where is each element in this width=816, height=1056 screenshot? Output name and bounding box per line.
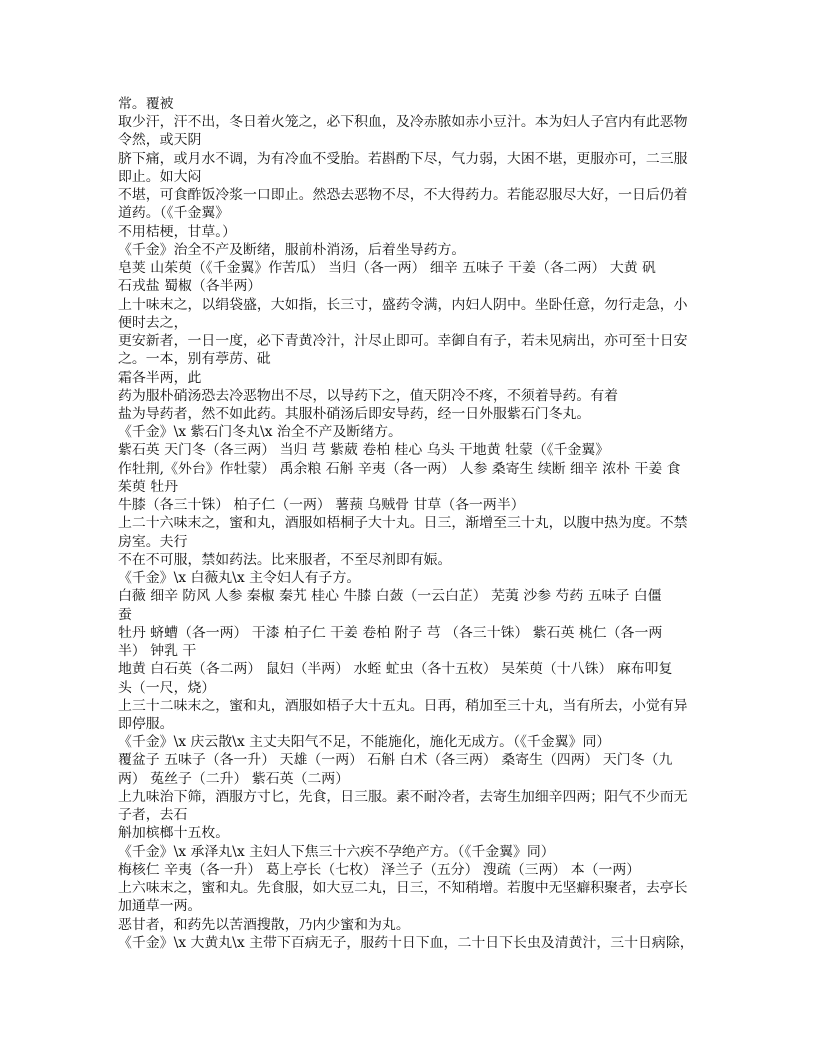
text-line: 取少汗，汗不出，冬日着火笼之，必下积血，及冷赤脓如赤小豆汁。本为妇人子宫内有此恶物 <box>118 114 688 131</box>
text-line: 不在不可服，禁如药法。比来服者，不至尽剂即有娠。 <box>118 551 452 568</box>
ingredient-line: 两） 菟丝子（二升） 紫石英（二两） <box>118 770 350 787</box>
section-heading: 《千金》\x 大黄丸\x 主带下百病无子，服药十日下血，二十日下长虫及清黄汁，三十日病除， <box>118 934 694 951</box>
ingredient-line: 皂荚 山茱萸（《千金翼》作苦瓜） 当归（各一两） 细辛 五味子 干姜（各二两） 大黄 矾 <box>118 260 656 277</box>
text-line: 上二十六味末之，蜜和丸，酒服如梧桐子大十丸。日三，渐增至三十丸，以腹中热为度。不禁 <box>118 515 688 532</box>
text-line: 斛加槟榔十五枚。 <box>118 825 230 842</box>
text-line: 霜各半两，此 <box>118 369 202 386</box>
section-heading: 《千金》\x 承泽丸\x 主妇人下焦三十六疾不孕绝产方。（《千金翼》同） <box>118 843 555 860</box>
ingredient-line: 地黄 白石英（各二两） 鼠妇（半两） 水蛭 虻虫（各十五枚） 吴茱萸（十八铢） 麻布叩复 <box>118 661 673 678</box>
text-line: 即停服。 <box>118 715 174 732</box>
text-line: 不用桔梗，甘草。） <box>118 223 237 240</box>
ingredient-line: 牛膝（各三十铢） 柏子仁（一两） 薯蓣 乌贼骨 甘草（各一两半） <box>118 497 525 514</box>
text-line: 盐为导药者，然不如此药。其服朴硝汤后即安导药，经一日外服紫石门冬丸。 <box>118 405 591 422</box>
ingredient-line: 紫石英 天门冬（各三两） 当归 芎 紫葳 卷柏 桂心 乌头 干地黄 牡蒙（《千金翼》 <box>118 442 610 459</box>
text-line: 房室。夫行 <box>118 533 188 550</box>
section-heading: 《千金》\x 庆云散\x 主丈夫阳气不足，不能施化，施化无成方。（《千金翼》同） <box>118 734 611 751</box>
ingredient-line: 石戎盐 蜀椒（各半两） <box>118 278 262 295</box>
text-line: 之。一本，别有葶苈、砒 <box>118 351 271 368</box>
ingredient-line: 作牡荆,《外台》作牡蒙） 禹余粮 石斛 辛夷（各一两） 人参 桑寄生 续断 细辛 浓朴 干姜 食 <box>118 460 681 477</box>
text-line: 令然，或天阴 <box>118 132 202 149</box>
text-line: 上十味末之，以绢袋盛，大如指，长三寸，盛药令满，内妇人阴中。坐卧任意，勿行走急，小 <box>118 296 688 313</box>
text-line: 脐下痛，或月水不调，为有冷血不受胎。若斟酌下尽，气力弱，大困不堪，更服亦可，二三服 <box>118 150 688 167</box>
ingredient-line: 牡丹 蛴螬（各一两） 干漆 柏子仁 干姜 卷柏 附子 芎 （各三十铢） 紫石英 桃仁（各一两 <box>118 624 663 641</box>
text-line: 上六味末之，蜜和丸。先食服，如大豆二丸，日三，不知稍增。若腹中无坚癖积聚者，去亭长 <box>118 880 688 897</box>
text-line: 即止。如大闷 <box>118 168 202 185</box>
text-line: 道药。（《千金翼》 <box>118 205 230 222</box>
text-line: 子者，去石 <box>118 807 188 824</box>
ingredient-line: 茱萸 牡丹 <box>118 478 178 495</box>
text-line: 加通草一两。 <box>118 898 202 915</box>
ingredient-line: 白薇 细辛 防风 人参 秦椒 秦艽 桂心 牛膝 白蔹（一云白芷） 芜荑 沙参 芍药 五味子 白僵 <box>118 588 662 605</box>
text-line: 常。覆被 <box>118 96 174 112</box>
section-heading: 《千金》治全不产及断绪，服前朴消汤，后着坐导药方。 <box>118 241 466 258</box>
ingredient-line: 半） 钟乳 干 <box>118 643 197 660</box>
text-line: 上九味治下筛，酒服方寸匕，先食，日三服。素不耐冷者，去寄生加细辛四两；阳气不少而无 <box>118 788 688 805</box>
text-line: 便时去之， <box>118 314 188 331</box>
section-heading: 《千金》\x 白薇丸\x 主令妇人有子方。 <box>118 570 361 587</box>
text-line: 不堪，可食酢饭冷浆一口即止。然恐去恶物不尽，不大得药力。若能忍服尽大好，一日后仍着 <box>118 187 688 204</box>
section-heading: 《千金》\x 紫石门冬丸\x 治全不产及断绪方。 <box>118 424 402 441</box>
text-line: 药为服朴硝汤恐去冷恶物出不尽，以导药下之，值天阴冷不疼，不须着导药。有着 <box>118 387 619 404</box>
ingredient-line: 头（一尺，烧） <box>118 679 216 696</box>
ingredient-line: 覆盆子 五味子（各一升） 天雄（一两） 石斛 白术（各三两） 桑寄生（四两） 天门冬（九 <box>118 752 673 769</box>
ingredient-line: 梅核仁 辛夷（各一升） 葛上亭长（七枚） 泽兰子（五分） 溲疏（三两） 本（一两） <box>118 861 641 878</box>
ingredient-line: 蚕 <box>118 606 132 623</box>
document-page <box>118 95 718 952</box>
text-line: 上三十二味末之，蜜和丸，酒服如梧子大十五丸。日再，稍加至三十丸，当有所去，小觉有异 <box>118 697 688 714</box>
text-line: 更安新者，一日一度，必下青黄冷汁，汁尽止即可。幸御自有子，若未见病出，亦可至十日安 <box>118 333 688 350</box>
text-line: 恶甘者，和药先以苦酒搜散，乃内少蜜和为丸。 <box>118 916 410 933</box>
